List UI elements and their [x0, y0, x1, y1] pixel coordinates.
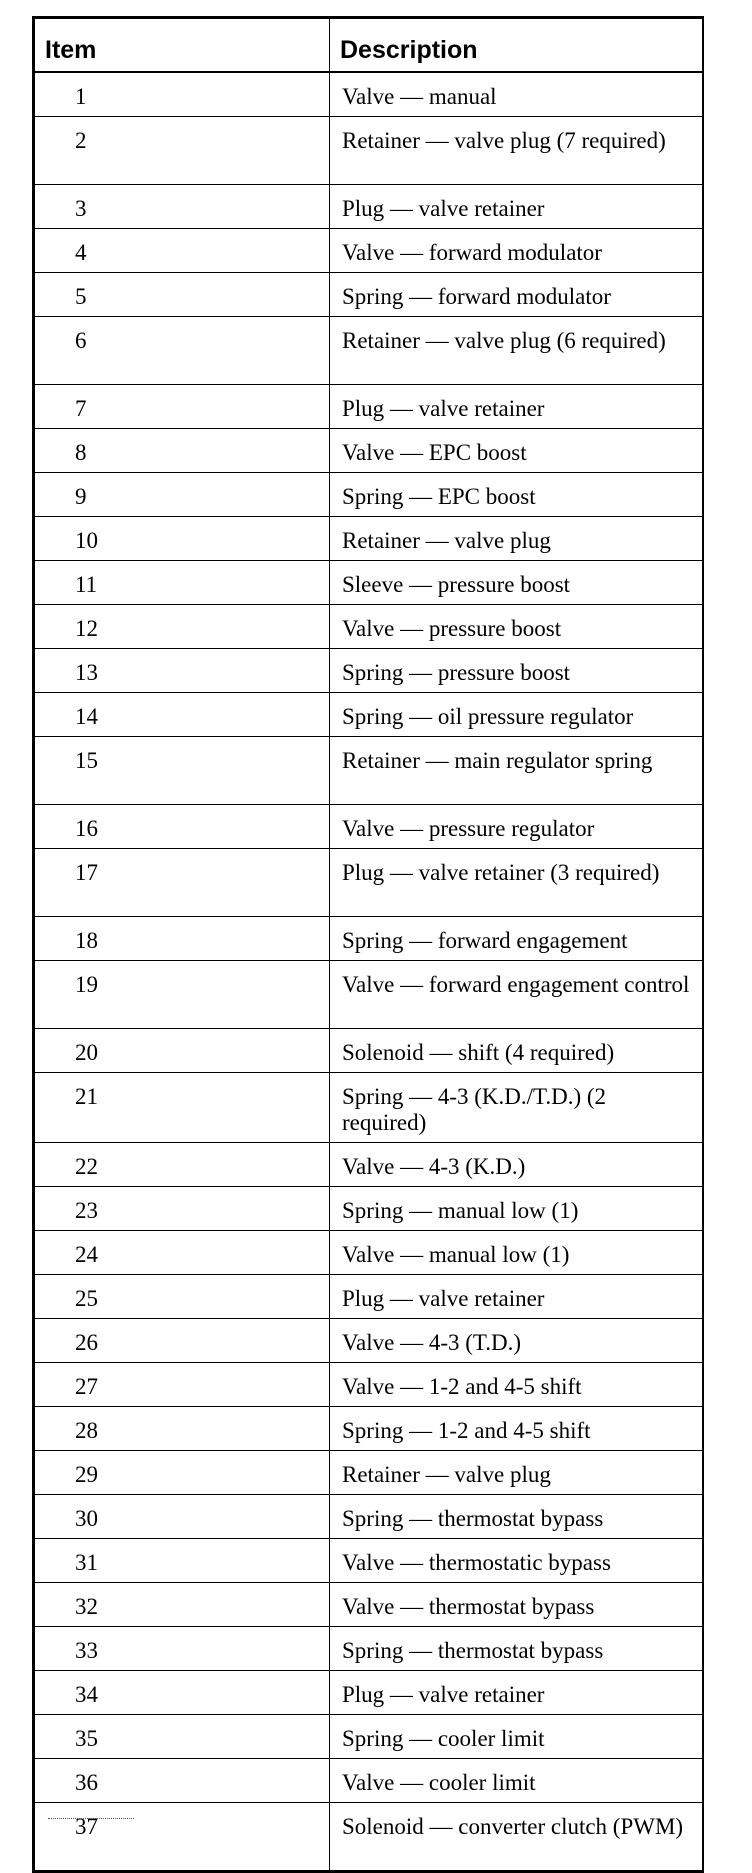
table-row — [35, 1495, 703, 1539]
table-row — [35, 1803, 703, 1871]
item-number-cell: 25 — [35, 1275, 330, 1319]
table-row — [35, 1363, 703, 1407]
description-cell: Retainer — main regulator spring — [330, 737, 703, 805]
item-number-cell: 8 — [35, 429, 330, 473]
table-row — [35, 737, 703, 805]
table-row — [35, 1671, 703, 1715]
description-cell: Sleeve — pressure boost — [330, 561, 703, 605]
description-cell: Spring — pressure boost — [330, 649, 703, 693]
table-row — [35, 1319, 703, 1363]
description-cell: Valve — thermostatic bypass — [330, 1539, 703, 1583]
description-cell: Spring — EPC boost — [330, 473, 703, 517]
table-row — [35, 1029, 703, 1073]
item-number-cell: 20 — [35, 1029, 330, 1073]
description-cell: Spring — cooler limit — [330, 1715, 703, 1759]
description-cell: Spring — oil pressure regulator — [330, 693, 703, 737]
description-cell: Valve — 1-2 and 4-5 shift — [330, 1363, 703, 1407]
table-row — [35, 72, 703, 117]
table-row — [35, 273, 703, 317]
table-row — [35, 385, 703, 429]
item-number-cell: 16 — [35, 805, 330, 849]
item-number-cell: 26 — [35, 1319, 330, 1363]
item-number-cell: 27 — [35, 1363, 330, 1407]
description-cell: Spring — thermostat bypass — [330, 1495, 703, 1539]
item-number-cell: 4 — [35, 229, 330, 273]
table-row — [35, 1583, 703, 1627]
parts-table — [34, 18, 703, 1871]
description-cell: Spring — forward modulator — [330, 273, 703, 317]
description-cell: Spring — 4-3 (K.D./T.D.) (2 required) — [330, 1073, 703, 1143]
item-column-header: Item — [35, 19, 330, 73]
item-number-cell: 29 — [35, 1451, 330, 1495]
description-cell: Spring — thermostat bypass — [330, 1627, 703, 1671]
table-body — [35, 72, 703, 1871]
table-row — [35, 1275, 703, 1319]
item-number-cell: 9 — [35, 473, 330, 517]
table-row — [35, 1539, 703, 1583]
table-row — [35, 561, 703, 605]
description-column-header: Description — [330, 19, 703, 73]
description-cell: Valve — 4-3 (K.D.) — [330, 1143, 703, 1187]
description-cell: Valve — pressure boost — [330, 605, 703, 649]
description-cell: Valve — pressure regulator — [330, 805, 703, 849]
description-cell: Spring — 1-2 and 4-5 shift — [330, 1407, 703, 1451]
description-cell: Solenoid — shift (4 required) — [330, 1029, 703, 1073]
table-header-row — [35, 19, 703, 73]
item-number-cell: 37 — [35, 1803, 330, 1871]
description-cell: Valve — forward engagement control — [330, 961, 703, 1029]
table-row — [35, 917, 703, 961]
table-row — [35, 1187, 703, 1231]
description-cell: Plug — valve retainer — [330, 185, 703, 229]
table-row — [35, 693, 703, 737]
item-number-cell: 23 — [35, 1187, 330, 1231]
description-cell: Plug — valve retainer — [330, 1275, 703, 1319]
item-number-cell: 7 — [35, 385, 330, 429]
item-number-cell: 19 — [35, 961, 330, 1029]
item-number-cell: 1 — [35, 72, 330, 117]
item-number-cell: 31 — [35, 1539, 330, 1583]
item-number-cell: 24 — [35, 1231, 330, 1275]
item-number-cell: 11 — [35, 561, 330, 605]
description-cell: Valve — forward modulator — [330, 229, 703, 273]
table-row — [35, 1143, 703, 1187]
item-number-cell: 5 — [35, 273, 330, 317]
table-row — [35, 1627, 703, 1671]
description-cell: Retainer — valve plug (7 required) — [330, 117, 703, 185]
table-row — [35, 117, 703, 185]
table-row — [35, 517, 703, 561]
item-number-cell: 2 — [35, 117, 330, 185]
table-row — [35, 849, 703, 917]
item-number-cell: 30 — [35, 1495, 330, 1539]
table-row — [35, 473, 703, 517]
table-row — [35, 1451, 703, 1495]
table-row — [35, 1759, 703, 1803]
description-cell: Retainer — valve plug — [330, 1451, 703, 1495]
table-row — [35, 185, 703, 229]
table-row — [35, 229, 703, 273]
table-row — [35, 1407, 703, 1451]
description-cell: Retainer — valve plug (6 required) — [330, 317, 703, 385]
description-cell: Plug — valve retainer — [330, 385, 703, 429]
table-row — [35, 805, 703, 849]
table-row — [35, 649, 703, 693]
description-cell: Valve — manual low (1) — [330, 1231, 703, 1275]
parts-table-frame — [32, 16, 704, 1873]
item-number-cell: 34 — [35, 1671, 330, 1715]
item-number-cell: 14 — [35, 693, 330, 737]
item-number-cell: 17 — [35, 849, 330, 917]
table-row — [35, 317, 703, 385]
item-number-cell: 32 — [35, 1583, 330, 1627]
description-cell: Valve — 4-3 (T.D.) — [330, 1319, 703, 1363]
item-number-cell: 33 — [35, 1627, 330, 1671]
item-number-cell: 12 — [35, 605, 330, 649]
description-cell: Spring — forward engagement — [330, 917, 703, 961]
item-number-cell: 35 — [35, 1715, 330, 1759]
item-number-cell: 21 — [35, 1073, 330, 1143]
item-number-cell: 15 — [35, 737, 330, 805]
table-row — [35, 1231, 703, 1275]
item-number-cell: 22 — [35, 1143, 330, 1187]
table-row — [35, 1715, 703, 1759]
item-number-cell: 6 — [35, 317, 330, 385]
description-cell: Valve — thermostat bypass — [330, 1583, 703, 1627]
description-cell: Retainer — valve plug — [330, 517, 703, 561]
table-row — [35, 1073, 703, 1143]
description-cell: Plug — valve retainer (3 required) — [330, 849, 703, 917]
description-cell: Valve — cooler limit — [330, 1759, 703, 1803]
description-cell: Plug — valve retainer — [330, 1671, 703, 1715]
table-row — [35, 429, 703, 473]
description-cell: Solenoid — converter clutch (PWM) — [330, 1803, 703, 1871]
item-number-cell: 10 — [35, 517, 330, 561]
item-number-cell: 36 — [35, 1759, 330, 1803]
item-number-cell: 3 — [35, 185, 330, 229]
table-row — [35, 961, 703, 1029]
description-cell: Valve — EPC boost — [330, 429, 703, 473]
description-cell: Spring — manual low (1) — [330, 1187, 703, 1231]
table-row — [35, 605, 703, 649]
footer-mark — [48, 1818, 134, 1821]
item-number-cell: 13 — [35, 649, 330, 693]
description-cell: Valve — manual — [330, 72, 703, 117]
item-number-cell: 18 — [35, 917, 330, 961]
item-number-cell: 28 — [35, 1407, 330, 1451]
